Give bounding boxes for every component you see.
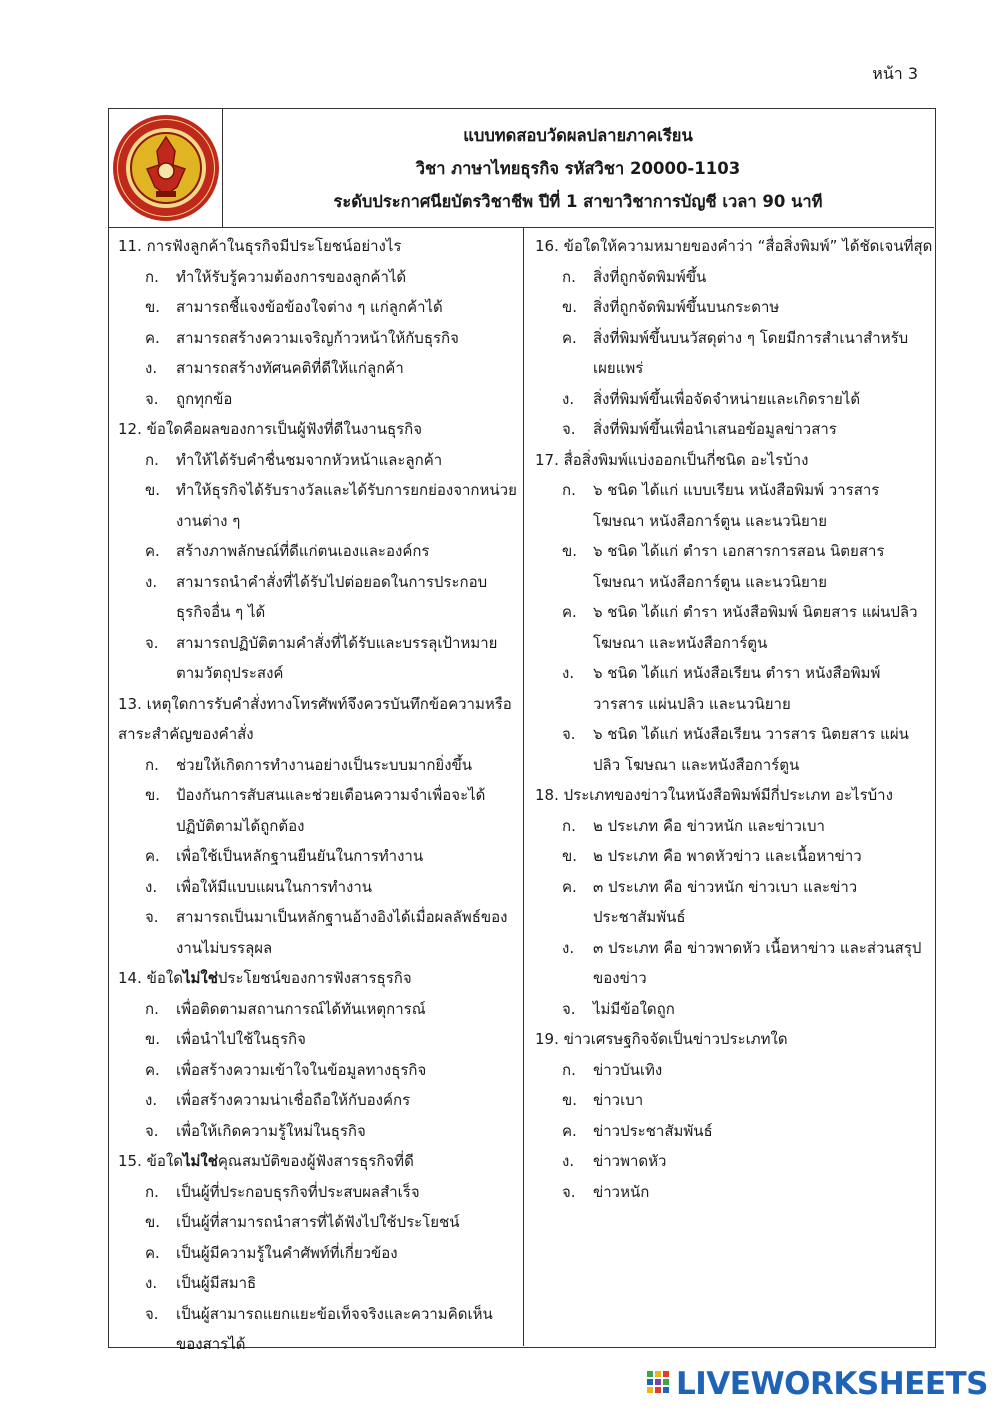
option-text: สามารถสร้างทัศนคติที่ดีให้แก่ลูกค้า <box>176 359 404 377</box>
option[interactable] <box>535 292 934 323</box>
option-label: จ. <box>145 1121 159 1140</box>
header-title-block <box>222 109 934 227</box>
option-text: เพื่อสร้างความน่าเชื่อถือให้กับองค์กร <box>176 1091 411 1109</box>
level-line: ระดับประกาศนียบัตรวิชาชีพ ปีที่ 1 สาขาวิชาการบัญชี เวลา 90 นาที <box>333 191 823 211</box>
option-label: ง. <box>562 938 575 957</box>
option-text: สามารถนำคำสั่งที่ได้รับไปต่อยอดในการประกอบธุรกิจอื่น ๆ ได้ <box>176 572 488 621</box>
brand-name: LIVEWORKSHEETS <box>676 1366 988 1402</box>
option[interactable] <box>535 597 934 658</box>
option-text: ๖ ชนิด ได้แก่ หนังสือเรียน ตำรา หนังสือพิมพ์ วารสาร แผ่นปลิว และนวนิยาย <box>593 664 881 713</box>
option-label: ข. <box>145 298 161 316</box>
option[interactable] <box>118 841 523 872</box>
option[interactable] <box>118 1299 523 1360</box>
option-text: สิ่งที่พิมพ์ขึ้นบนวัสดุต่าง ๆ โดยมีการสำเนาสำหรับเผยแพร่ <box>593 328 909 377</box>
option-text: ช่วยให้เกิดการทำงานอย่างเป็นระบบมากยิ่งขึ้น <box>176 755 473 774</box>
option-text: ข่าวประชาสัมพันธ์ <box>593 1121 713 1140</box>
option[interactable] <box>535 1116 934 1147</box>
option-label: ค. <box>145 1243 160 1262</box>
question-12 <box>118 414 523 689</box>
option-label: ก. <box>562 816 576 835</box>
option[interactable] <box>118 872 523 903</box>
option[interactable] <box>118 1177 523 1208</box>
option-label: ค. <box>562 603 577 621</box>
option-label: ก. <box>562 481 576 499</box>
option[interactable] <box>118 750 523 781</box>
option-text: ๖ ชนิด ได้แก่ แบบเรียน หนังสือพิมพ์ วารสาร โฆษณา หนังสือการ์ตูน และนวนิยาย <box>593 481 880 530</box>
question-18 <box>535 780 934 1024</box>
option[interactable] <box>118 994 523 1025</box>
question-text: 16. ข้อใดให้ความหมายของคำว่า “สื่อสิ่งพิมพ์” ได้ชัดเจนที่สุด <box>535 237 933 255</box>
option-text: ข่าวหนัก <box>593 1182 650 1201</box>
option[interactable] <box>535 658 934 719</box>
question-text <box>118 1146 523 1177</box>
option[interactable] <box>535 933 934 994</box>
option-label: ค. <box>562 328 577 347</box>
option[interactable] <box>118 475 523 536</box>
option-text: สิ่งที่พิมพ์ขึ้นเพื่อจัดจำหน่ายและเกิดรายได้ <box>593 389 861 408</box>
option[interactable] <box>535 1146 934 1177</box>
option-label: จ. <box>145 908 159 926</box>
question-text <box>118 963 523 994</box>
option-label: ง. <box>145 1091 158 1109</box>
option-text: เป็นผู้มีสมาธิ <box>176 1274 257 1292</box>
option-label: ข. <box>145 1213 161 1231</box>
question-13 <box>118 689 523 964</box>
option[interactable] <box>118 628 523 689</box>
option[interactable] <box>118 384 523 415</box>
option-text: สามารถสร้างความเจริญก้าวหน้าให้กับธุรกิจ <box>176 328 459 347</box>
option[interactable] <box>118 1238 523 1269</box>
question-prefix: 14. ข้อใด <box>118 969 183 987</box>
liveworksheets-brand[interactable] <box>646 1366 988 1402</box>
option-text: เป็นผู้สามารถแยกแยะข้อเท็จจริงและความคิดเห็นของสารได้ <box>176 1304 493 1353</box>
option[interactable] <box>118 1055 523 1086</box>
option-text: ถูกทุกข้อ <box>176 389 233 408</box>
option-text: สิ่งที่ถูกจัดพิมพ์ขึ้น <box>593 267 707 286</box>
option-text: เพื่อนำไปใช้ในธุรกิจ <box>176 1030 306 1048</box>
option-label: ง. <box>562 664 575 682</box>
question-text: 17. สื่อสิ่งพิมพ์แบ่งออกเป็นกี่ชนิด อะไรบ้าง <box>535 450 809 469</box>
option-text: ๓ ประเภท คือ ข่าวหนัก ข่าวเบา และข่าวประชาสัมพันธ์ <box>593 877 858 926</box>
question-text: 12. ข้อใดคือผลของการเป็นผู้ฟังที่ดีในงานธุรกิจ <box>118 420 423 438</box>
option-label: จ. <box>145 389 159 408</box>
subject-line: วิชา ภาษาไทยธุรกิจ รหัสวิชา 20000-1103 <box>415 158 741 178</box>
option-text: เพื่อให้มีแบบแผนในการทำงาน <box>176 877 372 896</box>
option-text: ๒ ประเภท คือ พาดหัวข่าว และเนื้อหาข่าว <box>593 847 862 865</box>
option[interactable] <box>535 811 934 842</box>
option[interactable] <box>118 536 523 567</box>
option[interactable] <box>118 1085 523 1116</box>
option-label: ข. <box>145 786 161 804</box>
option[interactable] <box>535 719 934 780</box>
option-text: เพื่อให้เกิดความรู้ใหม่ในธุรกิจ <box>176 1121 366 1140</box>
option-text: ทำให้ธุรกิจได้รับรางวัลและได้รับการยกย่องจากหน่วยงานต่าง ๆ <box>176 481 517 530</box>
option-label: ค. <box>145 328 160 347</box>
option-text: สามารถปฏิบัติตามคำสั่งที่ได้รับและบรรลุเป้าหมายตามวัตถุประสงค์ <box>176 633 498 682</box>
option-label: ข. <box>562 542 578 560</box>
option-label: จ. <box>145 633 159 652</box>
option[interactable] <box>535 1085 934 1116</box>
option[interactable] <box>118 1024 523 1055</box>
question-11 <box>118 231 523 414</box>
option-text: ทำให้ได้รับคำชื่นชมจากหัวหน้าและลูกค้า <box>176 450 443 469</box>
option-label: ง. <box>145 1274 158 1292</box>
option-label: ง. <box>145 877 158 896</box>
option[interactable] <box>118 567 523 628</box>
question-text: 11. การฟังลูกค้าในธุรกิจมีประโยชน์อย่างไร <box>118 237 402 255</box>
option-text: สามารถเป็นมาเป็นหลักฐานอ้างอิงได้เมื่อผลลัพธ์ของงานไม่บรรลุผล <box>176 908 508 957</box>
option-text: ๖ ชนิด ได้แก่ หนังสือเรียน วารสาร นิตยสาร แผ่นปลิว โฆษณา และหนังสือการ์ตูน <box>593 725 909 774</box>
option-label: จ. <box>562 999 576 1018</box>
question-prefix: 15. ข้อใด <box>118 1152 183 1170</box>
question-text: 18. ประเภทของข่าวในหนังสือพิมพ์มีกี่ประเภท อะไรบ้าง <box>535 786 893 804</box>
option[interactable] <box>535 536 934 597</box>
option[interactable] <box>535 1055 934 1086</box>
question-text: 13. เหตุใดการรับคำสั่งทางโทรศัพท์จึงควรบันทึกข้อความหรือสาระสำคัญของคำสั่ง <box>118 694 512 743</box>
page-number: หน้า 3 <box>872 64 918 83</box>
option-label: ง. <box>145 359 158 377</box>
option-text: สิ่งที่ถูกจัดพิมพ์ขึ้นบนกระดาษ <box>593 298 780 316</box>
option-text: สร้างภาพลักษณ์ที่ดีแก่ตนเองและองค์กร <box>176 542 430 560</box>
option-text: เพื่อสร้างความเข้าใจในข้อมูลทางธุรกิจ <box>176 1060 427 1079</box>
option-text: เป็นผู้มีความรู้ในคำศัพท์ที่เกี่ยวข้อง <box>176 1243 398 1262</box>
logo-cell <box>109 109 223 227</box>
option-label: ง. <box>562 389 575 408</box>
option[interactable] <box>118 445 523 476</box>
option[interactable] <box>118 323 523 354</box>
option-text: เพื่อใช้เป็นหลักฐานยืนยันในการทำงาน <box>176 847 424 865</box>
question-15 <box>118 1146 523 1360</box>
option-label: จ. <box>562 420 576 438</box>
option[interactable] <box>118 902 523 963</box>
option-label: ค. <box>145 1060 160 1079</box>
option-text: สิ่งที่พิมพ์ขึ้นเพื่อนำเสนอข้อมูลข่าวสาร <box>593 420 837 438</box>
question-suffix: คุณสมบัติของผู้ฟังสารธุรกิจที่ดี <box>217 1152 414 1170</box>
option-text: ๓ ประเภท คือ ข่าวพาดหัว เนื้อหาข่าว และส่วนสรุปของข่าว <box>593 938 922 987</box>
exam-frame <box>108 108 936 1353</box>
option-label: ค. <box>562 1121 577 1140</box>
question-14 <box>118 963 523 1146</box>
option-text: สามารถชี้แจงข้อข้องใจต่าง ๆ แก่ลูกค้าได้ <box>176 298 443 316</box>
option-label: ก. <box>145 755 159 774</box>
option[interactable] <box>535 872 934 933</box>
option[interactable] <box>535 1177 934 1208</box>
option[interactable] <box>535 994 934 1025</box>
questions-area <box>109 227 934 1353</box>
question-text: 19. ข่าวเศรษฐกิจจัดเป็นข่าวประเภทใด <box>535 1030 788 1048</box>
option-label: ข. <box>562 298 578 316</box>
emphasis-not: ไม่ใช่ <box>182 969 218 987</box>
option[interactable] <box>118 292 523 323</box>
option-text: ทำให้รับรู้ความต้องการของลูกค้าได้ <box>176 267 407 286</box>
option-text: ข่าวบันเทิง <box>593 1060 663 1079</box>
option[interactable] <box>118 262 523 293</box>
option-text: ข่าวเบา <box>593 1091 644 1109</box>
option-text: เป็นผู้ที่ประกอบธุรกิจที่ประสบผลสำเร็จ <box>176 1182 420 1201</box>
option-text: ๖ ชนิด ได้แก่ ตำรา หนังสือพิมพ์ นิตยสาร แผ่นปลิว โฆษณา และหนังสือการ์ตูน <box>593 603 918 652</box>
option[interactable] <box>118 353 523 384</box>
option-label: ข. <box>562 1091 578 1109</box>
option-label: ข. <box>145 481 161 499</box>
option-label: จ. <box>562 725 576 743</box>
option-label: ก. <box>145 267 159 286</box>
option[interactable] <box>535 384 934 415</box>
option-text: ข่าวพาดหัว <box>593 1152 667 1170</box>
college-emblem-icon <box>111 113 221 223</box>
right-column <box>524 227 934 1346</box>
question-17 <box>535 445 934 781</box>
option-label: ก. <box>145 999 159 1018</box>
question-19 <box>535 1024 934 1207</box>
emphasis-not: ไม่ใช่ <box>182 1152 218 1170</box>
option-text: ๖ ชนิด ได้แก่ ตำรา เอกสารการสอน นิตยสาร โฆษณา หนังสือการ์ตูน และนวนิยาย <box>593 542 885 591</box>
option-label: ก. <box>145 1182 159 1201</box>
option-label: ง. <box>562 1152 575 1170</box>
option-text: เป็นผู้ที่สามารถนำสารที่ได้ฟังไปใช้ประโยชน์ <box>176 1213 460 1231</box>
option[interactable] <box>118 780 523 841</box>
option[interactable] <box>118 1207 523 1238</box>
option-label: ก. <box>562 267 576 286</box>
option[interactable] <box>118 1268 523 1299</box>
exam-header <box>109 109 934 228</box>
option-label: ก. <box>562 1060 576 1079</box>
option[interactable] <box>535 414 934 445</box>
liveworksheets-logo-icon <box>646 1370 670 1398</box>
option-text: ป้องกันการสับสนและช่วยเตือนความจำเพื่อจะได้ปฏิบัติตามได้ถูกต้อง <box>176 786 486 835</box>
option[interactable] <box>118 1116 523 1147</box>
option-label: ข. <box>562 847 578 865</box>
option-label: ค. <box>145 542 160 560</box>
option-label: จ. <box>562 1182 576 1201</box>
left-column <box>109 227 524 1353</box>
option[interactable] <box>535 323 934 384</box>
option-text: ไม่มีข้อใดถูก <box>593 999 675 1018</box>
option-label: ก. <box>145 450 159 469</box>
option-label: จ. <box>145 1304 159 1323</box>
option-label: ค. <box>145 847 160 865</box>
option-text: ๒ ประเภท คือ ข่าวหนัก และข่าวเบา <box>593 816 825 835</box>
question-16 <box>535 231 934 445</box>
option-label: ค. <box>562 877 577 896</box>
option-text: เพื่อติดตามสถานการณ์ได้ทันเหตุการณ์ <box>176 999 426 1018</box>
exam-title: แบบทดสอบวัดผลปลายภาคเรียน <box>463 125 693 145</box>
option-label: ง. <box>145 572 158 591</box>
option[interactable] <box>535 841 934 872</box>
option[interactable] <box>535 475 934 536</box>
option-label: ข. <box>145 1030 161 1048</box>
option[interactable] <box>535 262 934 293</box>
question-suffix: ประโยชน์ของการฟังสารธุรกิจ <box>217 969 412 987</box>
